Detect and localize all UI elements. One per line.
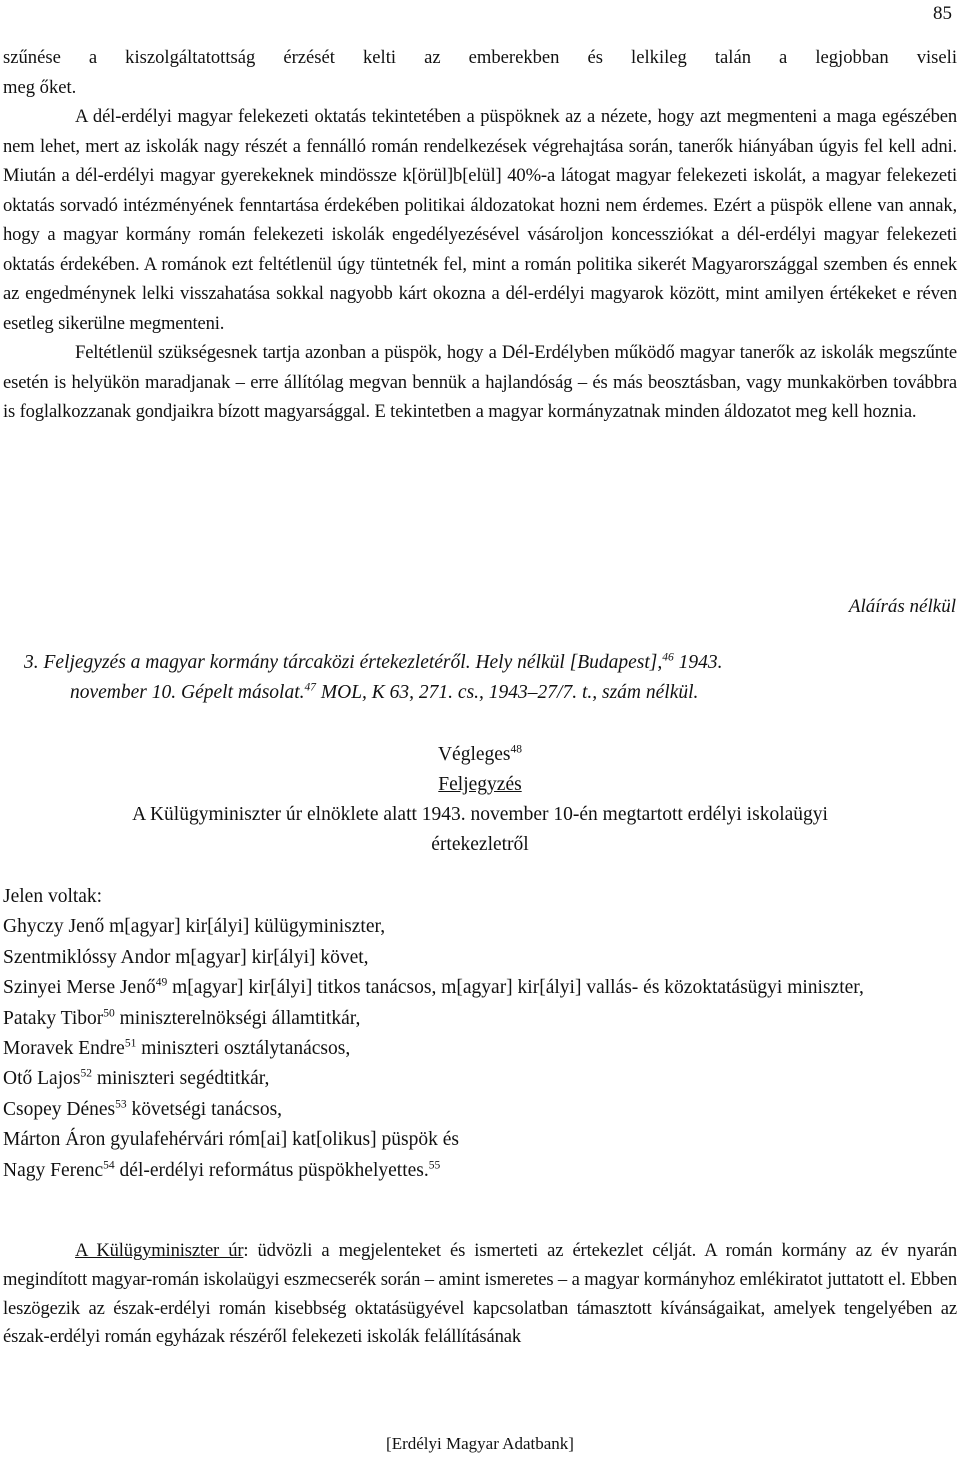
title-block (0, 740, 960, 860)
attendee-item: Márton Áron gyulafehérvári róm[ai] kat[olikus] püspök és (3, 1129, 459, 1151)
title-subtitle-line1: A Külügyminiszter úr elnöklete alatt 1943. november 10-én megtartott erdélyi iskolaügyi (132, 804, 828, 825)
body-text-block-2 (3, 1237, 957, 1352)
paragraph-school-policy: A dél-erdélyi magyar felekezeti oktatás tekintetében a püspöknek az a nézete, hogy azt megmenteni a maga egészében nem lehet, mert az iskolák nagy részét a fennálló román rendelkezések végrehajtása során, tanerők hiányában úgyis fel kell adni. Miután a dél-erdélyi magyar gyerekeknek mindössze k[örül]b[elül] 40%-a látogat magyar felekezeti iskolát, a magyar felekezeti oktatás sorvadó intézményének fenntartása érdekében politikai áldozatokat hozni nem érdemes. Ezért a püspök ellene van annak, hogy a magyar kormány román felekezeti iskolák engedélyezésével vásároljon koncessziókat a dél-erdélyi magyar felekezeti oktatás érdekében. A románok ezt feltétlenül úgy tüntetnék fel, mint a román politika sikerét Magyarországgal szemben és ennek az engedménynek lelki visszahatása sokkal nagyobb kárt okozna a dél-erdélyi magyarok között, mint amilyen értékeket e réven esetleg sikerülne megmenteni. (3, 106, 957, 334)
attendees-label: Jelen voltak: (3, 886, 103, 907)
attendees-list (3, 882, 957, 1186)
signature-note: Aláírás nélkül (848, 596, 956, 617)
attendee-item: Ghyczy Jenő m[agyar] kir[ályi] külügyminiszter, (3, 916, 386, 938)
footnote-ref-47: 47 (304, 681, 316, 694)
paragraph-continuation-line2: meg őket. (3, 76, 77, 98)
title-subtitle-line2: értekezletről (431, 834, 529, 855)
footnote-ref-46: 46 (662, 651, 674, 664)
footnote-ref-48: 48 (510, 743, 523, 756)
speaker-name: A Külügyminiszter úr (75, 1240, 244, 1261)
attendee-item: Otő Lajos$^{52}$ miniszteri segédtitkár, (3, 1067, 270, 1090)
footer-source: [Erdélyi Magyar Adatbank] (386, 1434, 574, 1453)
paragraph-teachers: Feltétlenül szükségesnek tartja azonban a püspök, hogy a Dél-Erdélyben működő magyar tanerők az iskolák megszűnte esetén is helyükön maradjanak – erre állítólag megvan bennük a hajlandóság – és más beosztásban, vagy munkakörben továbbra is foglalkozzanak gondjaikra bízott magyarsággal. E tekintetben a magyar kormányzatnak minden áldozatot meg kell hoznia. (3, 342, 957, 422)
attendee-item: Szinyei Merse Jenő$^{49}$ m[agyar] kir[ályi] titkos tanácsos, m[agyar] kir[ályi] vallás- és közoktatásügyi miniszter, (3, 976, 864, 999)
attendee-item: Szentmiklóssy Andor m[agyar] kir[ályi] követ, (3, 946, 369, 968)
attendee-item: Pataky Tibor$^{50}$ miniszterelnökségi államtitkár, (3, 1007, 361, 1029)
attendee-item: Moravek Endre$^{51}$ miniszteri osztálytanácsos, (3, 1037, 351, 1060)
page-number: 85 (933, 3, 952, 24)
document-heading-line2: november 10. Gépelt másolat.$^{47}$ MOL, K 63, 271. cs., 1943–27/7. t., szám nélkül. (70, 681, 699, 703)
document-heading (24, 648, 944, 708)
title-vegleges: Végleges$^{48}$ (437, 743, 523, 765)
attendee-item: Csopey Dénes$^{53}$ követségi tanácsos, (3, 1098, 283, 1120)
paragraph-continuation-line1: szűnése a kiszolgáltatottság érzését kelti az emberekben és lelkileg talán a legjobban viseli (3, 47, 957, 68)
body-text-block (3, 43, 957, 427)
title-feljegyzes: Feljegyzés (438, 774, 522, 795)
attendee-item: Nagy Ferenc$^{54}$ dél-erdélyi református püspökhelyettes.$^{55}$ (3, 1159, 441, 1181)
document-heading-line1: 3. Feljegyzés a magyar kormány tárcaközi értekezletéről. Hely nélkül [Budapest],$^{46}$ 1943. (24, 651, 723, 673)
paragraph-minister-opening: A Külügyminiszter úr: üdvözli a megjelenteket és ismerteti az értekezlet célját. A román kormány az év nyarán megindított magyar-román iskolaügyi eszmecserék során – amint ismeretes – a magyar kormányhoz emlékiratot juttatott el. Ebben leszögezik az észak-erdélyi román kisebbség oktatásügyével kapcsolatban támasztott kívánságaikat, amelyek tengelyében az észak-erdélyi román egyházak részéről felekezeti iskolák felállításának (3, 1240, 957, 1348)
